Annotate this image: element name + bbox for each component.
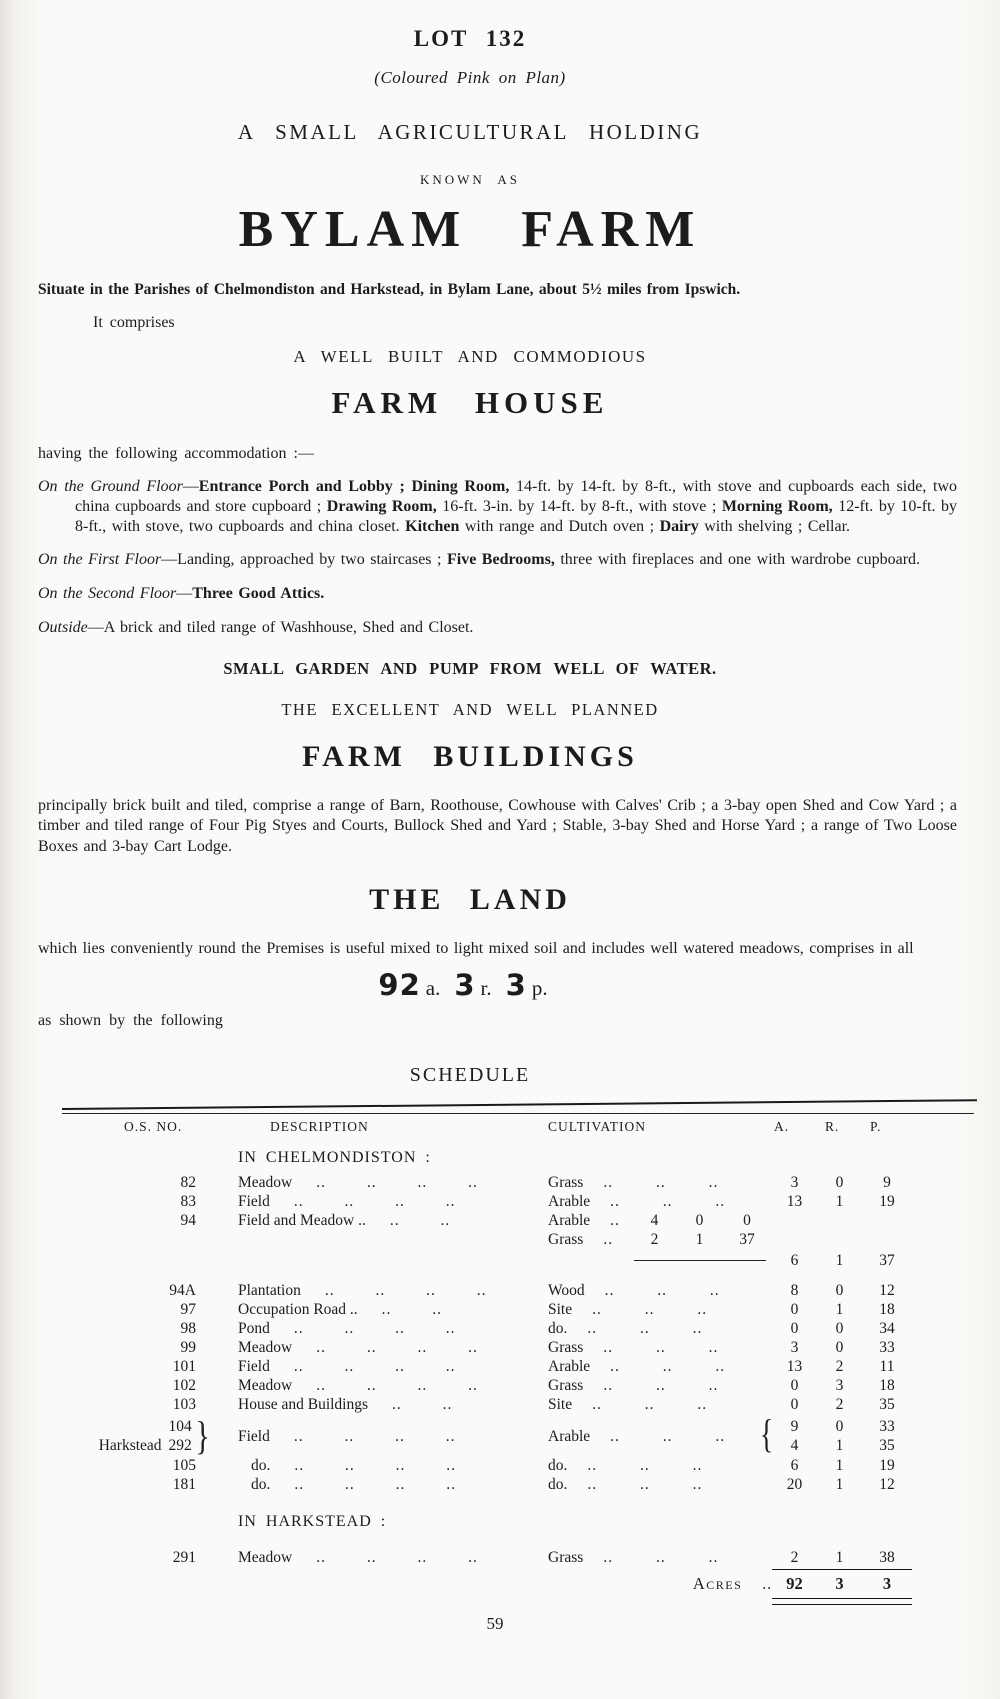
perches-cell: 38	[879, 1549, 895, 1567]
cultivation-cell: Wood .. .. ..	[548, 1282, 720, 1300]
os-no-cell: 103	[172, 1396, 196, 1414]
table-total-row	[62, 1574, 978, 1594]
table-subrow	[62, 1230, 978, 1249]
table-row	[62, 1395, 978, 1414]
perches-cell: 19	[879, 1457, 895, 1475]
known-as-label: KNOWN AS	[420, 172, 520, 187]
roods-unit: r.	[480, 976, 492, 1001]
acres-cell: { 9 4	[759, 1411, 799, 1457]
sub-roods-cell: 1	[695, 1231, 704, 1249]
roods-cell: 3	[835, 1377, 844, 1395]
left-brace-glyph: {	[759, 1411, 774, 1457]
total-area-line	[30, 968, 910, 1002]
header-os-no: O.S. NO.	[124, 1119, 183, 1135]
schedule-title: SCHEDULE	[409, 1064, 531, 1087]
cultivation-cell: Site .. .. ..	[548, 1301, 708, 1319]
header-description: DESCRIPTION	[270, 1119, 369, 1135]
accommodation-intro: having the following accommodation :—	[38, 445, 314, 462]
table-section-row	[62, 1505, 978, 1537]
table-subtotal-row	[62, 1251, 978, 1270]
description-cell: do. .. .. .. ..	[251, 1476, 456, 1494]
roods-cell: 1	[835, 1457, 844, 1475]
roods-cell: 0	[835, 1282, 844, 1300]
total-acres-cell: 92	[786, 1574, 803, 1594]
cultivation-cell: Arable .. .. ..	[548, 1358, 726, 1376]
plan-colour-note: (Coloured Pink on Plan)	[374, 68, 566, 87]
header-acres: A.	[774, 1119, 790, 1135]
os-no-cell: 83	[180, 1193, 196, 1211]
excellent-line: THE EXCELLENT AND WELL PLANNED	[281, 699, 659, 719]
table-row	[62, 1338, 978, 1357]
farm-name-title: BYLAM FARM	[238, 201, 702, 258]
description-cell: Pond .. .. .. ..	[238, 1320, 456, 1338]
os-no-cell: 102	[172, 1377, 196, 1395]
roods-cell: 1	[835, 1549, 844, 1567]
cultivation-cell: do. .. .. ..	[548, 1476, 703, 1494]
roods-cell: 1	[835, 1193, 844, 1211]
roods-cell: 0	[835, 1339, 844, 1357]
description-cell: Meadow .. .. .. ..	[238, 1377, 478, 1395]
total-rule-row	[62, 1567, 978, 1570]
lot-title: LOT 132	[413, 26, 527, 51]
perches-cell: 18	[879, 1301, 895, 1319]
table-row	[62, 1300, 978, 1319]
roods-value: 3	[454, 968, 476, 1003]
situate-line: Situate in the Parishes of Chelmondiston and Harkstead, in Bylam Lane, about 5½ miles from Ipswich.	[38, 281, 741, 298]
os-no-cell: 101	[172, 1358, 196, 1376]
os-no-cell: 105	[172, 1457, 196, 1475]
os-no-cell: 291	[172, 1549, 196, 1567]
perches-cell: 18	[879, 1377, 895, 1395]
description-cell: Meadow .. .. .. ..	[238, 1339, 478, 1357]
first-floor-paragraph: On the First Floor—Landing, approached by two staircases ; Five Bedrooms, three with fireplaces and one with wardrobe cupboard.	[38, 551, 921, 569]
cultivation-cell: Grass .. .. ..	[548, 1339, 719, 1357]
perches-cell: 37	[879, 1252, 895, 1270]
parish-label: Harkstead	[98, 1437, 162, 1455]
sub-roods-cell: 0	[695, 1212, 704, 1230]
header-cultivation: CULTIVATION	[548, 1119, 647, 1135]
cultivation-cell: Grass .. .. ..	[548, 1549, 719, 1567]
sub-acres-cell: 4	[650, 1212, 659, 1230]
roods-cell: 1	[835, 1476, 844, 1494]
os-no-cell: 82	[180, 1174, 196, 1192]
perches-value: 3	[505, 968, 527, 1003]
right-brace-glyph: }	[195, 1413, 210, 1459]
table-top-rule	[62, 1101, 978, 1114]
os-no-cell: 181	[172, 1476, 196, 1494]
os-no-cell: 99	[180, 1339, 196, 1357]
roods-cell: 0	[835, 1174, 844, 1192]
description-cell: Meadow .. .. .. ..	[238, 1174, 478, 1192]
description-cell: Plantation .. .. .. ..	[238, 1282, 487, 1300]
acres-cell: 3	[790, 1339, 799, 1357]
perches-cell: 34	[879, 1320, 895, 1338]
acres-cell: 6	[790, 1252, 799, 1270]
acres-cell: 20	[786, 1476, 803, 1494]
cultivation-cell: do. .. .. ..	[548, 1320, 703, 1338]
perches-cell: 9	[883, 1174, 891, 1192]
sub-acres-cell: 2	[650, 1231, 659, 1249]
description-cell: Field .. .. .. ..	[238, 1427, 456, 1445]
cultivation-cell: Arable .. .. ..	[548, 1193, 726, 1211]
acres-cell: 13	[786, 1358, 803, 1376]
cultivation-cell: do. .. .. ..	[548, 1457, 703, 1475]
os-no-cell: 94A	[169, 1282, 196, 1300]
catalogue-page	[30, 0, 965, 1633]
os-no-group-cell: 104 Harkstead 292 }	[98, 1413, 210, 1459]
roods-cell: 0 1	[835, 1418, 844, 1455]
holding-subtitle: A SMALL AGRICULTURAL HOLDING	[237, 120, 703, 144]
table-section-row	[62, 1141, 978, 1173]
schedule-table	[62, 1101, 978, 1605]
table-row	[62, 1281, 978, 1300]
acres-cell: 13	[786, 1193, 803, 1211]
garden-line: SMALL GARDEN AND PUMP FROM WELL OF WATER.	[223, 658, 717, 678]
acres-total-label: Acres ..	[692, 1574, 772, 1594]
os-no-cell: 94	[180, 1212, 196, 1230]
table-row	[62, 1357, 978, 1376]
table-brace-row	[62, 1411, 978, 1459]
schedule-header	[62, 1114, 978, 1141]
acres-cell: 2	[790, 1549, 799, 1567]
outside-paragraph: Outside—A brick and tiled range of Washhouse, Shed and Closet.	[38, 619, 474, 637]
table-row	[62, 1548, 978, 1567]
as-shown-line: as shown by the following	[38, 1012, 223, 1030]
roods-cell: 0	[835, 1320, 844, 1338]
well-built-line: A WELL BUILT AND COMMODIOUS	[293, 347, 647, 366]
cultivation-cell: Grass ..	[548, 1231, 614, 1249]
os-no-cell: 98	[180, 1320, 196, 1338]
schedule-rows	[62, 1141, 978, 1605]
table-row	[62, 1456, 978, 1475]
table-row	[62, 1192, 978, 1211]
perches-cell: 11	[879, 1358, 895, 1376]
cultivation-cell: Site .. .. ..	[548, 1396, 708, 1414]
acres-cell: 6	[790, 1457, 799, 1475]
acres-cell: 0	[790, 1396, 799, 1414]
perches-cell: 35	[879, 1396, 895, 1414]
acres-cell: 3	[790, 1174, 799, 1192]
farm-buildings-heading: FARM BUILDINGS	[302, 739, 638, 773]
sub-perches-cell: 0	[743, 1212, 751, 1230]
description-cell: do. .. .. .. ..	[251, 1457, 456, 1475]
description-cell: House and Buildings .. ..	[238, 1396, 453, 1414]
roods-cell: 1	[835, 1301, 844, 1319]
total-roods-cell: 3	[835, 1574, 844, 1594]
description-cell: Field and Meadow .. .. ..	[238, 1212, 451, 1230]
page-number: 59	[486, 1614, 504, 1633]
acres-cell: 0	[790, 1301, 799, 1319]
perches-cell: 12	[879, 1476, 895, 1494]
perches-cell: 33	[879, 1339, 895, 1357]
header-roods: R.	[825, 1119, 840, 1135]
roods-cell: 1	[835, 1252, 844, 1270]
acreage-value: 92	[378, 968, 421, 1003]
cultivation-cell: Grass .. .. ..	[548, 1174, 719, 1192]
second-floor-paragraph: On the Second Floor—Three Good Attics.	[38, 585, 325, 603]
acres-cell: 0	[790, 1377, 799, 1395]
cultivation-cell: Grass .. .. ..	[548, 1377, 719, 1395]
table-subrow	[62, 1211, 978, 1230]
table-row	[62, 1173, 978, 1192]
table-row	[62, 1319, 978, 1338]
description-cell: Occupation Road .. .. ..	[238, 1301, 443, 1319]
table-row	[62, 1376, 978, 1395]
description-cell: Field .. .. .. ..	[238, 1193, 456, 1211]
land-paragraph: which lies conveniently round the Premises is useful mixed to light mixed soil and includes well watered meadows, comprises in all	[38, 939, 914, 957]
cultivation-cell: Arable ..	[548, 1212, 620, 1230]
header-perches: P.	[870, 1119, 882, 1135]
buildings-paragraph: principally brick built and tiled, comprise a range of Barn, Roothouse, Cowhouse with Calves' Crib ; a 3-bay open Shed and Cow Yard ; a timber and tiled range of Four Pig Styes and Courts, Bullock Shed and Yard ; Stable, 3-bay Shed and Horse Yard ; a range of Two Loose Boxes and 3-bay Cart Lodge.	[38, 796, 957, 855]
perches-cell: 12	[879, 1282, 895, 1300]
perches-unit: p.	[531, 976, 548, 1001]
description-cell: Field .. .. .. ..	[238, 1358, 456, 1376]
farm-house-heading: FARM HOUSE	[331, 385, 609, 420]
roods-cell: 2	[835, 1396, 844, 1414]
cultivation-cell: Arable .. .. ..	[548, 1427, 726, 1445]
section-heading: IN CHELMONDISTON :	[238, 1149, 431, 1167]
sub-perches-cell: 37	[739, 1231, 755, 1249]
section-heading: IN HARKSTEAD :	[238, 1513, 387, 1531]
double-rule-row	[62, 1594, 978, 1605]
the-land-heading: THE LAND	[369, 882, 571, 916]
description-cell: Meadow .. .. .. ..	[238, 1549, 478, 1567]
it-comprises: It comprises	[93, 314, 175, 331]
total-perches-cell: 3	[882, 1574, 892, 1594]
table-row	[62, 1475, 978, 1494]
acreage-unit: a.	[425, 976, 441, 1001]
perches-cell: 33 35	[879, 1418, 895, 1455]
ground-floor-paragraph: On the Ground Floor—Entrance Porch and Lobby ; Dining Room, 14-ft. by 14-ft. by 8-ft., with stove and cupboards each side, two china cupboards and store cupboard ; Drawing Room, 16-ft. 3-in. by 14-ft. by 8-ft., with stove ; Morning Room, 12-ft. by 10-ft. by 8-ft., with stove, two cupboards and china closet. Kitchen with range and Dutch oven ; Dairy with shelving ; Cellar.	[38, 478, 958, 535]
perches-cell: 19	[879, 1193, 895, 1211]
roods-cell: 2	[835, 1358, 844, 1376]
acres-cell: 0	[790, 1320, 799, 1338]
acres-cell: 8	[790, 1282, 799, 1300]
subtotal-rule	[634, 1260, 766, 1261]
os-no-cell: 97	[180, 1301, 196, 1319]
